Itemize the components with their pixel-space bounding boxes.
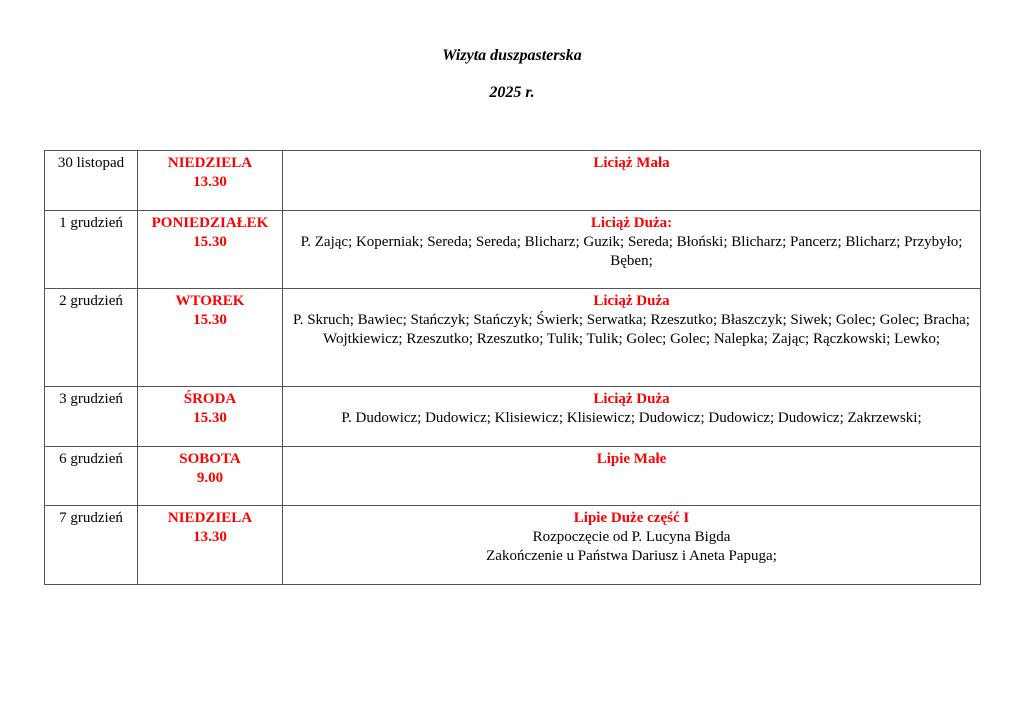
day-name: PONIEDZIAŁEK	[151, 215, 269, 231]
day-cell	[138, 387, 283, 447]
date-cell: 6 grudzień	[45, 447, 138, 506]
date-cell: 2 grudzień	[45, 289, 138, 387]
start-note: Rozpoczęcie od P. Lucyna Bigda	[532, 529, 731, 545]
schedule-row	[45, 289, 981, 387]
document-title: Wizyta duszpasterska	[442, 47, 582, 64]
location-name: Liciąż Duża	[593, 391, 670, 407]
schedule-row	[45, 447, 981, 506]
day-cell	[138, 211, 283, 289]
day-time: 15.30	[193, 410, 227, 426]
day-cell	[138, 289, 283, 387]
end-note: Zakończenie u Państwa Dariusz i Aneta Papuga;	[486, 548, 777, 564]
location-cell	[283, 387, 981, 447]
location-name: Lipie Małe	[596, 451, 667, 467]
day-time: 9.00	[196, 470, 224, 486]
location-cell	[283, 151, 981, 211]
location-cell	[283, 211, 981, 289]
household-list: P. Zając; Koperniak; Sereda; Sereda; Blicharz; Guzik; Sereda; Błoński; Blicharz; Pancerz; Blicharz; Przybyło; Bęben;	[300, 234, 963, 269]
location-name: Liciąż Duża	[593, 293, 670, 309]
schedule-table	[44, 150, 981, 585]
day-cell	[138, 151, 283, 211]
schedule-row	[45, 151, 981, 211]
location-cell	[283, 447, 981, 506]
date-cell: 30 listopad	[45, 151, 138, 211]
location-name: Liciąż Mała	[593, 155, 670, 171]
day-name: WTOREK	[175, 293, 245, 309]
day-time: 15.30	[193, 234, 227, 250]
day-name: NIEDZIELA	[167, 155, 253, 171]
location-name: Liciąż Duża:	[590, 215, 673, 231]
schedule-row	[45, 211, 981, 289]
date-cell: 7 grudzień	[45, 506, 138, 585]
location-cell	[283, 506, 981, 585]
day-time: 15.30	[193, 312, 227, 328]
day-name: SOBOTA	[179, 451, 241, 467]
household-list: P. Dudowicz; Dudowicz; Klisiewicz; Klisiewicz; Dudowicz; Dudowicz; Dudowicz; Zakrzewski;	[341, 410, 922, 426]
day-time: 13.30	[193, 174, 227, 190]
household-list: P. Skruch; Bawiec; Stańczyk; Stańczyk; Świerk; Serwatka; Rzeszutko; Błaszczyk; Siwek; Golec; Golec; Bracha; Wojtkiewicz; Rzeszutko; Rzeszutko; Tulik; Tulik; Golec; Golec; Nalepka; Zając; Rączkowski; Lewko;	[293, 312, 970, 347]
day-cell	[138, 506, 283, 585]
day-name: ŚRODA	[183, 391, 237, 407]
day-time: 13.30	[193, 529, 227, 545]
day-cell	[138, 447, 283, 506]
day-name: NIEDZIELA	[167, 510, 253, 526]
document-year: 2025 r.	[489, 84, 535, 101]
location-name: Lipie Duże część I	[573, 510, 690, 526]
location-cell	[283, 289, 981, 387]
schedule-row	[45, 387, 981, 447]
date-cell: 1 grudzień	[45, 211, 138, 289]
date-cell: 3 grudzień	[45, 387, 138, 447]
schedule-row	[45, 506, 981, 585]
